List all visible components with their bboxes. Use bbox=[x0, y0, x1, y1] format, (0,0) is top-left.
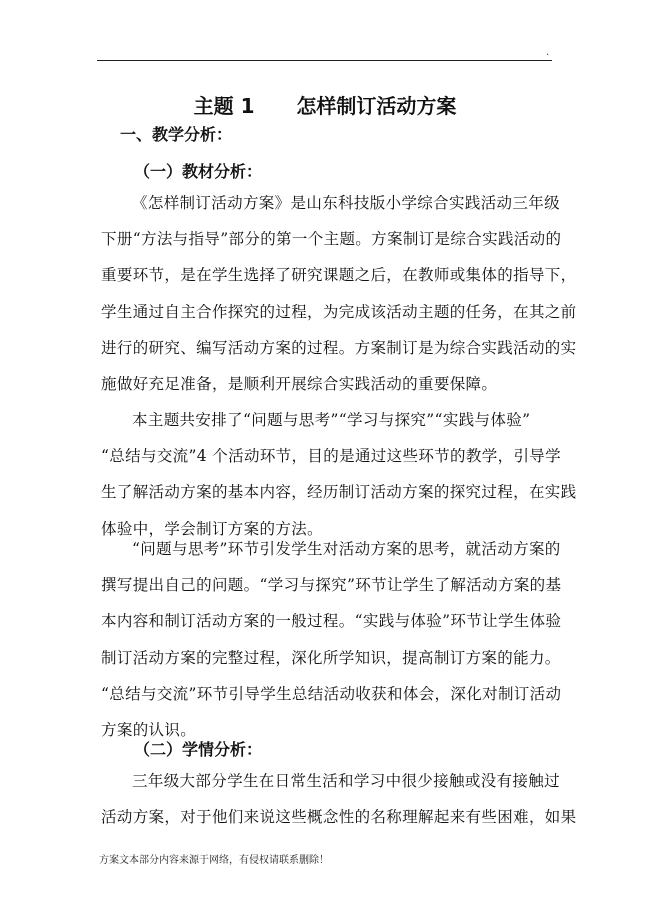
text-line: 活动方案，对于他们来说这些概念性的名称理解起来有些困难，如果 bbox=[101, 808, 577, 827]
text-line: “总结与交流”4 个活动环节，目的是通过这些环节的教学，引导学 bbox=[101, 447, 561, 466]
header-rule bbox=[97, 60, 552, 61]
text-line: 方案的认识。 bbox=[101, 721, 197, 740]
textbook-analysis-heading: （一）教材分析： bbox=[134, 162, 263, 181]
paragraph-section-details bbox=[101, 531, 562, 748]
text-line: 制订活动方案的完整过程，深化所学知识，提高制订方案的能力。 bbox=[101, 648, 561, 667]
text-line: 生了解活动方案的基本内容，经历制订活动方案的探究过程，在实践 bbox=[101, 483, 577, 502]
text-line: “总结与交流”环节引导学生总结活动收获和体会，深化对制订活动 bbox=[101, 684, 562, 703]
paragraph-activity-sections bbox=[101, 402, 577, 547]
text-line: 进行的研究、编写活动方案的过程。方案制订是为综合实践活动的实 bbox=[101, 338, 577, 357]
paragraph-learner-analysis bbox=[101, 763, 577, 835]
text-line: 体验中，学会制订方案的方法。 bbox=[101, 519, 323, 538]
text-line: 本主题共安排了“问题与思考”“学习与探究”“实践与体验” bbox=[132, 411, 531, 429]
paragraph-textbook-intro bbox=[101, 185, 577, 402]
text-line: 三年级大部分学生在日常生活和学习中很少接触或没有接触过 bbox=[132, 772, 560, 790]
teaching-analysis-heading: 一、教学分析： bbox=[120, 125, 233, 144]
text-line: 本内容和制订活动方案的一般过程。“实践与体验”环节让学生体验 bbox=[101, 612, 562, 631]
header-mark: . bbox=[546, 47, 550, 58]
document-title: 主题 1 怎样制订活动方案 bbox=[193, 94, 457, 118]
text-line: 撰写提出自己的问题。“学习与探究”环节让学生了解活动方案的基 bbox=[101, 576, 562, 595]
text-line: 《怎样制订活动方案》是山东科技版小学综合实践活动三年级 bbox=[132, 194, 560, 212]
text-line: 施做好充足准备，是顺利开展综合实践活动的重要保障。 bbox=[101, 375, 498, 394]
text-line: “问题与思考”环节引发学生对活动方案的思考，就活动方案的 bbox=[132, 540, 561, 558]
footer-disclaimer: 方案文本部分内容来源于网络，有侵权请联系删除！ bbox=[99, 855, 329, 866]
learner-analysis-heading: （二）学情分析： bbox=[134, 740, 263, 759]
text-line: 下册“方法与指导”部分的第一个主题。方案制订是综合实践活动的 bbox=[101, 230, 562, 249]
text-line: 学生通过自主合作探究的过程，为完成该活动主题的任务，在其之前 bbox=[101, 302, 577, 321]
text-line: 重要环节，是在学生选择了研究课题之后，在教师或集体的指导下， bbox=[101, 266, 577, 285]
